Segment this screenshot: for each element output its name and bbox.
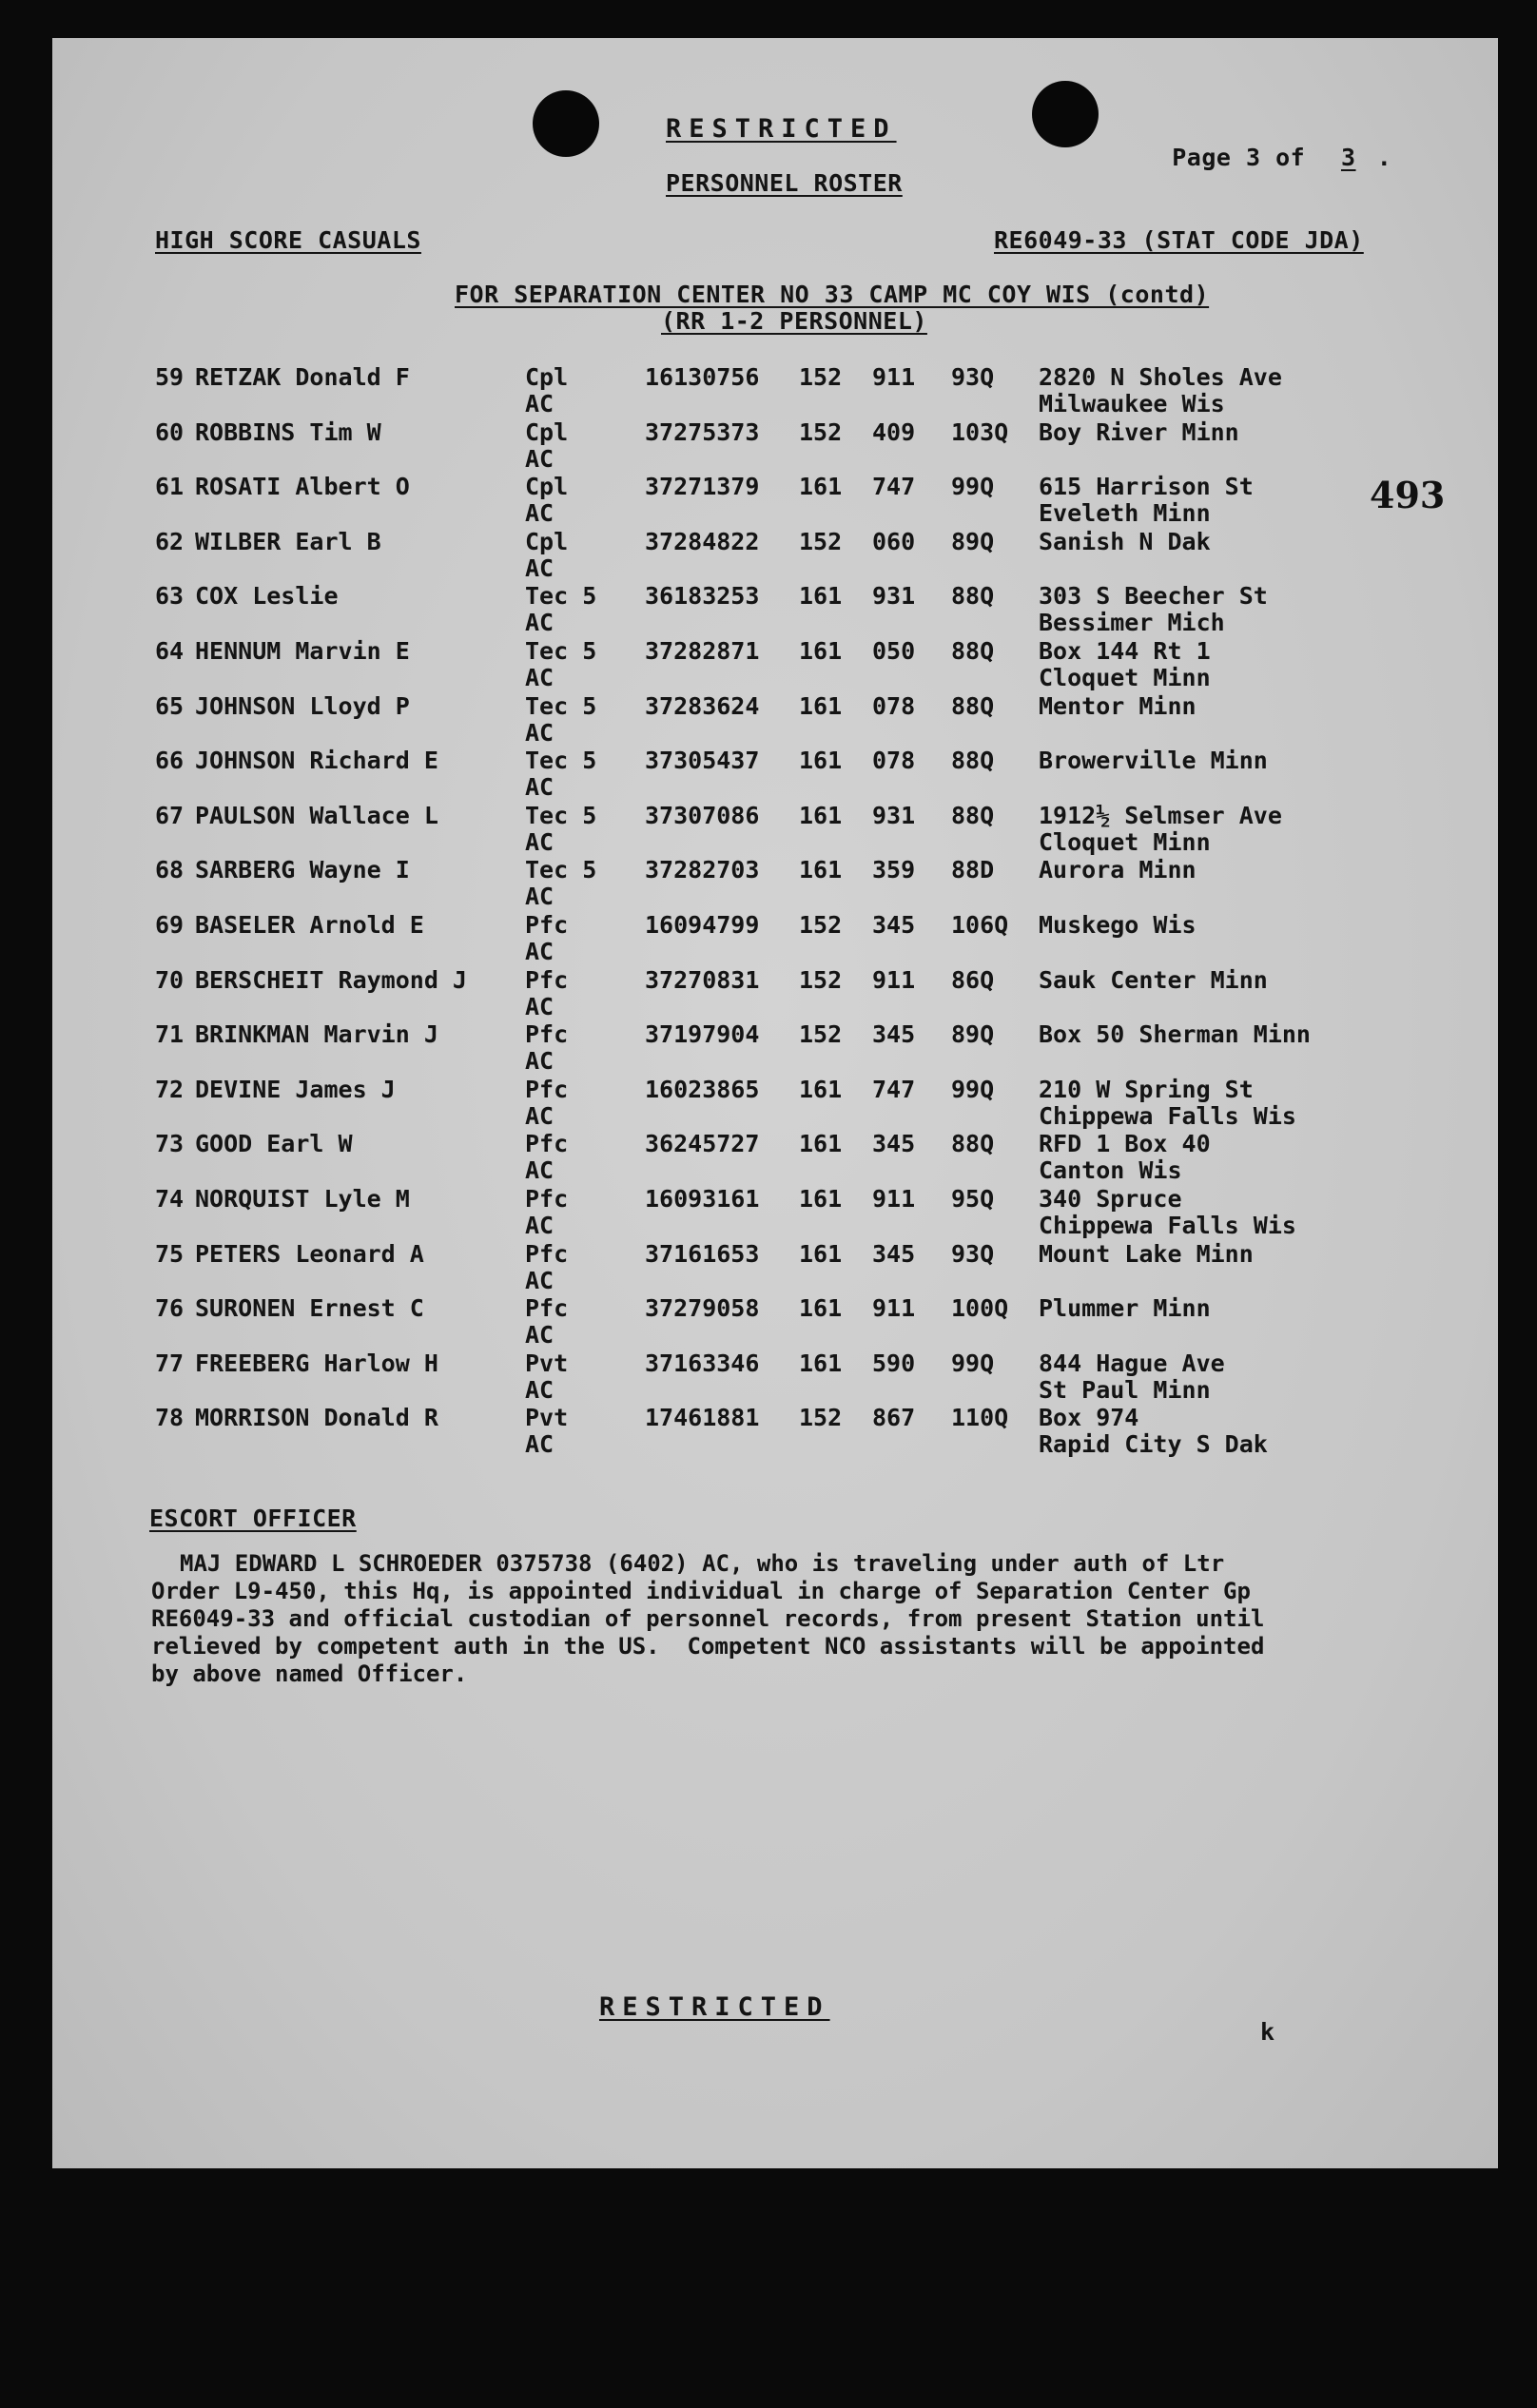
roster-code-b: 590 bbox=[872, 1349, 916, 1377]
roster-name: SARBERG Wayne I bbox=[195, 856, 410, 884]
roster-branch: AC bbox=[525, 827, 554, 856]
roster-serial: 37282703 bbox=[645, 856, 760, 884]
roster-name: JOHNSON Lloyd P bbox=[195, 691, 410, 720]
roster-code-a: 161 bbox=[799, 637, 843, 665]
roster-address-line1: 303 S Beecher St bbox=[1039, 582, 1268, 611]
roster-subtitle: (RR 1-2 PERSONNEL) bbox=[661, 307, 927, 335]
roster-name: GOOD Earl W bbox=[195, 1130, 353, 1158]
roster-address-line1: Muskego Wis bbox=[1039, 911, 1197, 939]
roster-branch: AC bbox=[525, 1321, 554, 1350]
roster-code-b: 931 bbox=[872, 801, 916, 829]
roster-row bbox=[52, 747, 1498, 800]
roster-number: 69 bbox=[155, 911, 185, 939]
roster-score: 89Q bbox=[951, 527, 995, 555]
roster-row bbox=[52, 1185, 1498, 1238]
roster-address-line1: Sanish N Dak bbox=[1039, 527, 1211, 555]
roster-address-line2: St Paul Minn bbox=[1039, 1375, 1211, 1404]
roster-score: 89Q bbox=[951, 1020, 995, 1049]
roster-score: 99Q bbox=[951, 1349, 995, 1377]
roster-name: JOHNSON Richard E bbox=[195, 747, 438, 775]
roster-code-a: 152 bbox=[799, 1020, 843, 1049]
roster-serial: 36183253 bbox=[645, 582, 760, 611]
roster-name: ROBBINS Tim W bbox=[195, 418, 381, 446]
roster-address-line2: Milwaukee Wis bbox=[1039, 390, 1225, 418]
roster-number: 61 bbox=[155, 473, 185, 501]
roster-row bbox=[52, 1404, 1498, 1457]
roster-branch: AC bbox=[525, 664, 554, 691]
roster-rank: Pvt bbox=[525, 1404, 569, 1432]
roster-code-b: 911 bbox=[872, 1294, 916, 1323]
roster-address-line1: 340 Spruce bbox=[1039, 1185, 1182, 1213]
roster-address-line1: Aurora Minn bbox=[1039, 856, 1197, 884]
roster-rank: Tec 5 bbox=[525, 856, 597, 884]
roster-row bbox=[52, 1240, 1498, 1293]
roster-code-b: 345 bbox=[872, 911, 916, 939]
escort-line: relieved by competent auth in the US. Competent NCO assistants will be appointed bbox=[151, 1633, 1265, 1660]
roster-branch: AC bbox=[525, 773, 554, 802]
roster-serial: 37305437 bbox=[645, 747, 760, 775]
roster-serial: 16023865 bbox=[645, 1075, 760, 1103]
roster-branch: AC bbox=[525, 1430, 554, 1459]
roster-rank: Pfc bbox=[525, 1130, 569, 1158]
roster-code-a: 161 bbox=[799, 1239, 843, 1268]
roster-branch: AC bbox=[525, 718, 554, 747]
roster-code-b: 060 bbox=[872, 527, 916, 555]
roster-address-line1: RFD 1 Box 40 bbox=[1039, 1130, 1211, 1158]
roster-number: 76 bbox=[155, 1294, 185, 1323]
roster-number: 71 bbox=[155, 1020, 185, 1049]
roster-code-a: 161 bbox=[799, 1349, 843, 1377]
roster-rank: Tec 5 bbox=[525, 691, 597, 720]
roster-score: 88Q bbox=[951, 637, 995, 665]
roster-code-a: 152 bbox=[799, 363, 843, 391]
roster-name: COX Leslie bbox=[195, 582, 339, 611]
roster-rank: Cpl bbox=[525, 473, 569, 501]
page-number: 3 bbox=[1340, 144, 1356, 171]
roster-row bbox=[52, 692, 1498, 746]
roster-score: 93Q bbox=[951, 363, 995, 391]
roster-code-b: 345 bbox=[872, 1130, 916, 1158]
roster-score: 93Q bbox=[951, 1239, 995, 1268]
roster-rank: Pfc bbox=[525, 1185, 569, 1213]
roster-rank: Tec 5 bbox=[525, 747, 597, 775]
roster-serial: 37161653 bbox=[645, 1239, 760, 1268]
roster-name: PETERS Leonard A bbox=[195, 1239, 424, 1268]
roster-code-b: 050 bbox=[872, 637, 916, 665]
roster-serial: 17461881 bbox=[645, 1404, 760, 1432]
roster-code-a: 161 bbox=[799, 582, 843, 611]
roster-address-line2: Canton Wis bbox=[1039, 1156, 1182, 1185]
roster-code-a: 152 bbox=[799, 1404, 843, 1432]
roster-score: 99Q bbox=[951, 1075, 995, 1103]
typist-initial: k bbox=[1260, 2018, 1275, 2046]
roster-number: 59 bbox=[155, 363, 185, 391]
roster-score: 86Q bbox=[951, 965, 995, 994]
roster-score: 110Q bbox=[951, 1404, 1009, 1432]
roster-name: NORQUIST Lyle M bbox=[195, 1185, 410, 1213]
roster-row bbox=[52, 473, 1498, 526]
roster-title: PERSONNEL ROSTER bbox=[666, 169, 903, 197]
restricted-footer: RESTRICTED bbox=[599, 1992, 830, 2022]
roster-number: 64 bbox=[155, 637, 185, 665]
roster-serial: 36245727 bbox=[645, 1130, 760, 1158]
roster-row bbox=[52, 528, 1498, 581]
roster-serial: 37284822 bbox=[645, 527, 760, 555]
destination: FOR SEPARATION CENTER NO 33 CAMP MC COY WIS (contd) bbox=[455, 281, 1210, 308]
roster-branch: AC bbox=[525, 1266, 554, 1294]
roster-score: 88Q bbox=[951, 801, 995, 829]
roster-rank: Pvt bbox=[525, 1349, 569, 1377]
roster-rank: Cpl bbox=[525, 363, 569, 391]
roster-serial: 16093161 bbox=[645, 1185, 760, 1213]
roster-row bbox=[52, 363, 1498, 417]
roster-number: 68 bbox=[155, 856, 185, 884]
roster-serial: 37282871 bbox=[645, 637, 760, 665]
roster-code-a: 161 bbox=[799, 1294, 843, 1323]
roster-row bbox=[52, 802, 1498, 855]
roster-code-b: 747 bbox=[872, 1075, 916, 1103]
roster-score: 100Q bbox=[951, 1294, 1009, 1323]
roster-code-a: 161 bbox=[799, 856, 843, 884]
group-name: HIGH SCORE CASUALS bbox=[155, 226, 421, 254]
roster-number: 62 bbox=[155, 527, 185, 555]
roster-row bbox=[52, 582, 1498, 635]
punch-hole-right bbox=[1032, 81, 1099, 147]
roster-code-a: 161 bbox=[799, 747, 843, 775]
roster-serial: 37197904 bbox=[645, 1020, 760, 1049]
roster-code: RE6049-33 (STAT CODE JDA) bbox=[994, 226, 1364, 254]
roster-address-line2: Eveleth Minn bbox=[1039, 499, 1211, 528]
roster-number: 70 bbox=[155, 965, 185, 994]
roster-serial: 37279058 bbox=[645, 1294, 760, 1323]
roster-serial: 37271379 bbox=[645, 473, 760, 501]
roster-address-line1: Mentor Minn bbox=[1039, 691, 1197, 720]
escort-line: MAJ EDWARD L SCHROEDER 0375738 (6402) AC, who is traveling under auth of Ltr bbox=[180, 1550, 1225, 1577]
roster-number: 65 bbox=[155, 691, 185, 720]
roster-serial: 37163346 bbox=[645, 1349, 760, 1377]
roster-rank: Cpl bbox=[525, 418, 569, 446]
roster-branch: AC bbox=[525, 444, 554, 473]
roster-row bbox=[52, 418, 1498, 472]
roster-number: 60 bbox=[155, 418, 185, 446]
roster-code-a: 161 bbox=[799, 801, 843, 829]
roster-code-a: 152 bbox=[799, 527, 843, 555]
roster-rank: Tec 5 bbox=[525, 801, 597, 829]
roster-code-b: 911 bbox=[872, 965, 916, 994]
roster-number: 75 bbox=[155, 1239, 185, 1268]
roster-serial: 37283624 bbox=[645, 691, 760, 720]
roster-code-b: 409 bbox=[872, 418, 916, 446]
roster-code-a: 161 bbox=[799, 691, 843, 720]
roster-code-b: 931 bbox=[872, 582, 916, 611]
roster-code-a: 152 bbox=[799, 965, 843, 994]
roster-name: DEVINE James J bbox=[195, 1075, 396, 1103]
roster-branch: AC bbox=[525, 1047, 554, 1076]
roster-score: 88Q bbox=[951, 1130, 995, 1158]
roster-address-line1: 844 Hague Ave bbox=[1039, 1349, 1225, 1377]
roster-serial: 37275373 bbox=[645, 418, 760, 446]
page-label: Page 3 of bbox=[1172, 144, 1306, 171]
roster-row bbox=[52, 1076, 1498, 1129]
roster-address-line2: Chippewa Falls Wis bbox=[1039, 1212, 1296, 1239]
roster-branch: AC bbox=[525, 883, 554, 911]
roster-address-line1: Box 144 Rt 1 bbox=[1039, 637, 1211, 665]
escort-paragraph bbox=[151, 1550, 1416, 1688]
restricted-header: RESTRICTED bbox=[666, 114, 897, 144]
roster-number: 78 bbox=[155, 1404, 185, 1432]
escort-heading: ESCORT OFFICER bbox=[149, 1505, 357, 1532]
roster-serial: 16094799 bbox=[645, 911, 760, 939]
roster-branch: AC bbox=[525, 609, 554, 637]
roster-code-b: 359 bbox=[872, 856, 916, 884]
roster-score: 95Q bbox=[951, 1185, 995, 1213]
roster-code-b: 345 bbox=[872, 1239, 916, 1268]
roster-branch: AC bbox=[525, 1375, 554, 1404]
roster-row bbox=[52, 1130, 1498, 1183]
roster-code-b: 078 bbox=[872, 691, 916, 720]
roster-branch: AC bbox=[525, 1101, 554, 1130]
roster-branch: AC bbox=[525, 992, 554, 1020]
roster-number: 73 bbox=[155, 1130, 185, 1158]
roster-rank: Pfc bbox=[525, 911, 569, 939]
roster-code-a: 152 bbox=[799, 418, 843, 446]
roster-address-line1: Plummer Minn bbox=[1039, 1294, 1211, 1323]
roster-number: 63 bbox=[155, 582, 185, 611]
roster-row bbox=[52, 1020, 1498, 1074]
roster-code-b: 911 bbox=[872, 363, 916, 391]
roster-code-b: 867 bbox=[872, 1404, 916, 1432]
roster-row bbox=[52, 856, 1498, 909]
page-indicator: Page 3 of 3 . bbox=[1172, 144, 1392, 171]
roster-number: 74 bbox=[155, 1185, 185, 1213]
roster-code-a: 161 bbox=[799, 1185, 843, 1213]
roster-number: 72 bbox=[155, 1075, 185, 1103]
roster-row bbox=[52, 911, 1498, 964]
roster-score: 103Q bbox=[951, 418, 1009, 446]
roster-serial: 37307086 bbox=[645, 801, 760, 829]
roster-address-line1: Boy River Minn bbox=[1039, 418, 1239, 446]
roster-row bbox=[52, 637, 1498, 690]
roster-branch: AC bbox=[525, 1156, 554, 1185]
roster-name: SURONEN Ernest C bbox=[195, 1294, 424, 1323]
roster-address-line2: Cloquet Minn bbox=[1039, 827, 1211, 856]
roster-branch: AC bbox=[525, 499, 554, 528]
roster-address-line1: Box 974 bbox=[1039, 1404, 1139, 1432]
roster-code-a: 152 bbox=[799, 911, 843, 939]
document-page bbox=[52, 38, 1498, 2168]
roster-name: RETZAK Donald F bbox=[195, 363, 410, 391]
roster-address-line2: Chippewa Falls Wis bbox=[1039, 1101, 1296, 1130]
escort-line: Order L9-450, this Hq, is appointed individual in charge of Separation Center Gp bbox=[151, 1578, 1251, 1604]
roster-branch: AC bbox=[525, 553, 554, 582]
roster-rank: Pfc bbox=[525, 1294, 569, 1323]
roster-score: 88Q bbox=[951, 582, 995, 611]
roster-address-line1: Box 50 Sherman Minn bbox=[1039, 1020, 1311, 1049]
roster-rank: Tec 5 bbox=[525, 582, 597, 611]
stamp-number: 493 bbox=[1370, 474, 1446, 516]
roster-address-line1: Browerville Minn bbox=[1039, 747, 1268, 775]
roster-name: BRINKMAN Marvin J bbox=[195, 1020, 438, 1049]
roster-address-line1: Mount Lake Minn bbox=[1039, 1239, 1254, 1268]
roster-name: BERSCHEIT Raymond J bbox=[195, 965, 467, 994]
roster-row bbox=[52, 1350, 1498, 1403]
roster-code-a: 161 bbox=[799, 473, 843, 501]
roster-name: ROSATI Albert O bbox=[195, 473, 410, 501]
roster-rank: Pfc bbox=[525, 1239, 569, 1268]
roster-branch: AC bbox=[525, 1212, 554, 1239]
roster-code-b: 345 bbox=[872, 1020, 916, 1049]
roster-address-line1: 1912½ Selmser Ave bbox=[1039, 801, 1282, 829]
roster-rank: Pfc bbox=[525, 965, 569, 994]
roster-score: 106Q bbox=[951, 911, 1009, 939]
roster-name: PAULSON Wallace L bbox=[195, 801, 438, 829]
roster-address-line1: 615 Harrison St bbox=[1039, 473, 1254, 501]
roster-address-line2: Cloquet Minn bbox=[1039, 664, 1211, 691]
roster-code-b: 078 bbox=[872, 747, 916, 775]
roster-row bbox=[52, 1294, 1498, 1348]
roster-branch: AC bbox=[525, 390, 554, 418]
roster-rank: Cpl bbox=[525, 527, 569, 555]
roster-number: 66 bbox=[155, 747, 185, 775]
roster-address-line1: 210 W Spring St bbox=[1039, 1075, 1254, 1103]
roster-name: FREEBERG Harlow H bbox=[195, 1349, 438, 1377]
roster-code-a: 161 bbox=[799, 1075, 843, 1103]
roster-score: 88Q bbox=[951, 691, 995, 720]
roster-serial: 37270831 bbox=[645, 965, 760, 994]
roster-name: WILBER Earl B bbox=[195, 527, 381, 555]
roster-rank: Tec 5 bbox=[525, 637, 597, 665]
roster-score: 88Q bbox=[951, 747, 995, 775]
roster-row bbox=[52, 966, 1498, 1020]
roster-name: BASELER Arnold E bbox=[195, 911, 424, 939]
roster-number: 67 bbox=[155, 801, 185, 829]
roster-number: 77 bbox=[155, 1349, 185, 1377]
roster-name: HENNUM Marvin E bbox=[195, 637, 410, 665]
roster-code-a: 161 bbox=[799, 1130, 843, 1158]
roster-address-line2: Rapid City S Dak bbox=[1039, 1430, 1268, 1459]
roster-rank: Pfc bbox=[525, 1020, 569, 1049]
escort-line: by above named Officer. bbox=[151, 1660, 468, 1687]
escort-line: RE6049-33 and official custodian of personnel records, from present Station until bbox=[151, 1605, 1265, 1632]
roster-name: MORRISON Donald R bbox=[195, 1404, 438, 1432]
roster-rank: Pfc bbox=[525, 1075, 569, 1103]
punch-hole-left bbox=[533, 90, 599, 157]
roster-address-line1: 2820 N Sholes Ave bbox=[1039, 363, 1282, 391]
roster-address-line2: Bessimer Mich bbox=[1039, 609, 1225, 637]
roster-address-line1: Sauk Center Minn bbox=[1039, 965, 1268, 994]
roster-serial: 16130756 bbox=[645, 363, 760, 391]
roster-score: 88D bbox=[951, 856, 995, 884]
roster-code-b: 747 bbox=[872, 473, 916, 501]
roster-code-b: 911 bbox=[872, 1185, 916, 1213]
roster-branch: AC bbox=[525, 938, 554, 965]
roster-score: 99Q bbox=[951, 473, 995, 501]
